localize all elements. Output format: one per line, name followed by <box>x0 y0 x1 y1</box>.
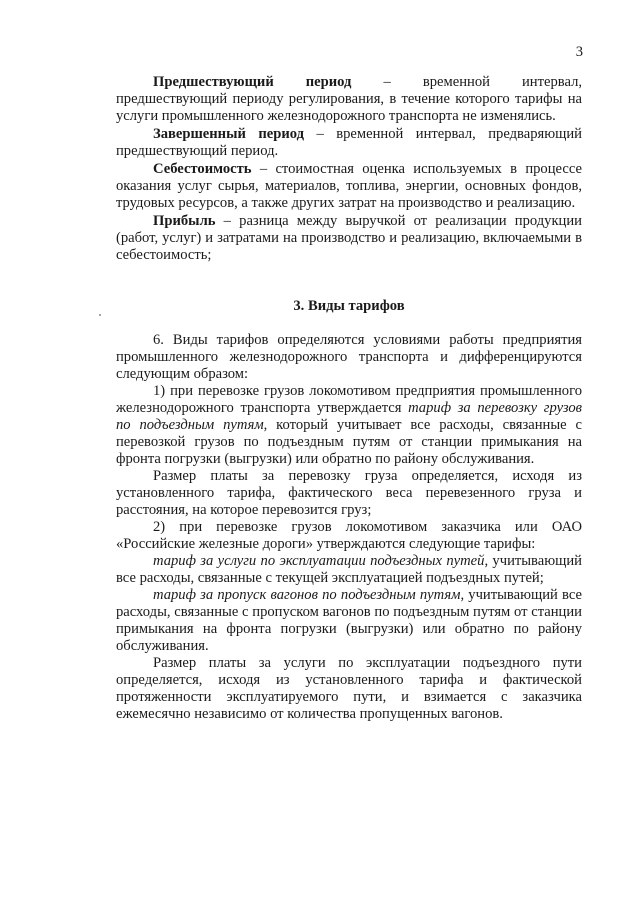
text-run: , учитывающий все расходы, связанные с текущей эксплуатацией подъездных путей; <box>116 553 582 586</box>
italic-term: тариф за услуги по эксплуатации подъездных путей <box>153 553 485 569</box>
definition-paragraph <box>116 161 582 212</box>
body-paragraph <box>116 587 582 655</box>
body-paragraph: Размер платы за услуги по эксплуатации подъездного пути определяется, исходя из установленного тарифа и фактической протяженности эксплуатируемого пути, и взимается с заказчика ежемесячно независимо от количества пропущенных вагонов. <box>116 655 582 722</box>
body-paragraph: 6. Виды тарифов определяются условиями работы предприятия промышленного железнодорожного транспорта и дифференцируются следующим образом: <box>116 332 582 382</box>
definition-text: – временной интервал, предваряющий предшествующий период. <box>116 126 582 159</box>
text-run: , учитывающий все расходы, связанные с пропуском вагонов по подъездным путям от станции примыкания на фронта погрузки (выгрузки) или обратно по району обслуживания. <box>116 587 582 654</box>
definition-text: – разница между выручкой от реализации продукции (работ, услуг) и затратами на производство и реализацию, включаемыми в себестоимость; <box>116 213 582 263</box>
scan-artifact <box>99 314 101 316</box>
definition-term: Предшествующий период <box>153 74 352 90</box>
definition-paragraph <box>116 213 582 264</box>
text-run: , который учитывает все расходы, связанные с перевозкой грузов по подъездным путям от станции примыкания на фронта погрузки (выгрузки) или обратно по району обслуживания. <box>116 417 582 467</box>
page-content <box>116 74 582 723</box>
body-paragraph: 2) при перевозке грузов локомотивом заказчика или ОАО «Российские железные дороги» утверждаются следующие тарифы: <box>116 519 582 552</box>
page-number: 3 <box>575 44 583 60</box>
italic-term: тариф за перевозку грузов по подъездным путям <box>116 400 582 433</box>
section-heading: 3. Виды тарифов <box>293 298 405 314</box>
text-run: 1) при перевозке грузов локомотивом предприятия промышленного железнодорожного транспорта утверждается <box>116 383 582 416</box>
definition-paragraph <box>116 126 582 160</box>
definition-term: Себестоимость <box>153 161 252 177</box>
body-paragraph <box>116 383 582 468</box>
body-paragraph: Размер платы за перевозку груза определяется, исходя из установленного тарифа, фактического веса перевезенного груза и расстояния, на которое перевозится груз; <box>116 468 582 518</box>
definition-term: Прибыль <box>153 213 216 229</box>
definition-paragraph <box>116 74 582 125</box>
definition-text: – временной интервал, предшествующий периоду регулирования, в течение которого тарифы на услуги промышленного железнодорожного транспорта не изменялись. <box>116 74 583 124</box>
definition-text: – стоимостная оценка используемых в процессе оказания услуг сырья, материалов, топлива, энергии, основных фондов, трудовых ресурсов, а также других затрат на производство и реализацию. <box>116 161 582 211</box>
body-paragraph <box>116 553 582 587</box>
italic-term: тариф за пропуск вагонов по подъездным путям <box>153 587 461 603</box>
definition-term: Завершенный период <box>153 126 305 142</box>
